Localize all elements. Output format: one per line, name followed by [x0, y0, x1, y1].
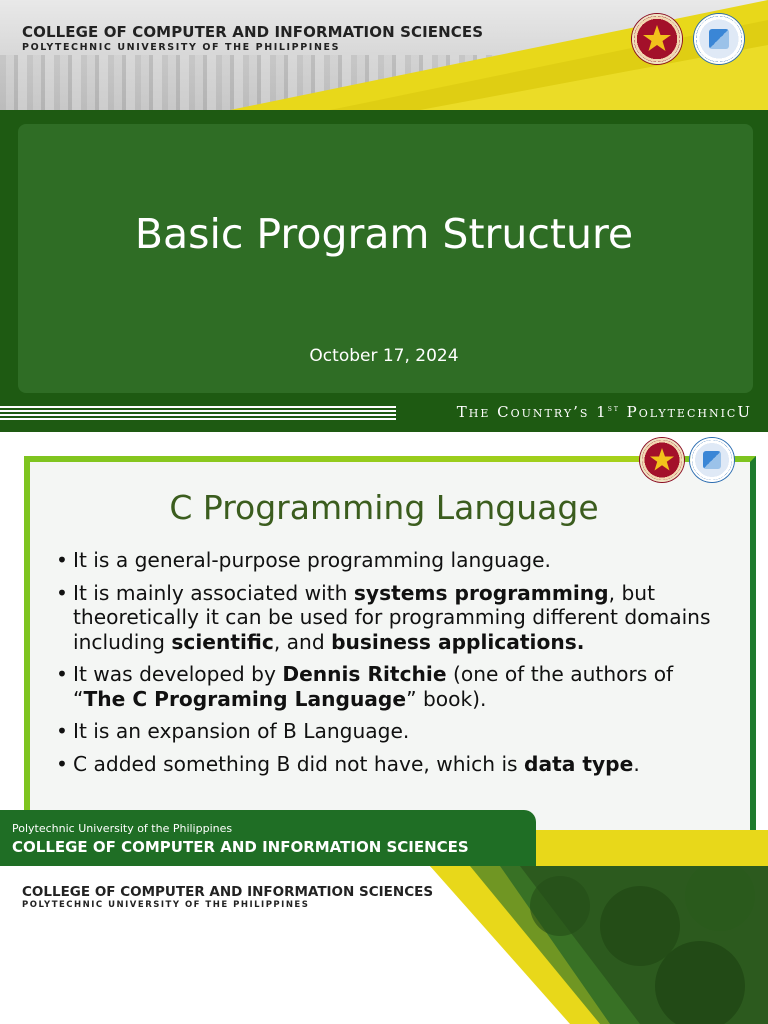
- slide2-footer: [0, 810, 768, 866]
- bullet-text: (one of the authors of “: [73, 662, 674, 711]
- tagline: [457, 403, 752, 421]
- bullet-bold: business applications.: [331, 629, 585, 654]
- bullet-item: [56, 581, 716, 655]
- bullet-text: , but theoretically it can be used for programming different domains including: [73, 580, 711, 654]
- bullet-list: [56, 548, 716, 784]
- bullet-item: [56, 662, 716, 711]
- bullet-text: It was developed by: [73, 662, 283, 686]
- slide-date: October 17, 2024: [309, 346, 459, 366]
- bullet-text: It is a general-purpose programming language.: [73, 548, 551, 572]
- tagline-suffix: PolytechnicU: [619, 403, 752, 421]
- slide1-title-body: [0, 110, 768, 432]
- bullet-text: It is an expansion of B Language.: [73, 719, 410, 743]
- bullet-bold: Dennis Ritchie: [282, 662, 447, 686]
- bullet-bold: data type: [524, 751, 634, 776]
- bullet-text: ” book).: [406, 686, 487, 711]
- ccis-seal-icon: [690, 438, 734, 482]
- bullet-text: It is mainly associated with: [73, 580, 354, 605]
- slide2-heading: C Programming Language: [169, 488, 599, 527]
- bullet-text: .: [633, 751, 640, 776]
- slide1-header: [0, 0, 768, 110]
- header-college-name: COLLEGE OF COMPUTER AND INFORMATION SCIENCES: [22, 23, 484, 41]
- tagline-superscript: st: [607, 404, 620, 414]
- slide2: [0, 432, 768, 866]
- bullet-bold: scientific: [171, 629, 274, 654]
- bullet-item: [56, 548, 716, 573]
- bullet-bold: systems programming: [353, 580, 609, 605]
- slide-title: Basic Program Structure: [134, 210, 634, 258]
- decorative-stripes: [0, 406, 396, 422]
- header-university-name: POLYTECHNIC UNIVERSITY OF THE PHILIPPINES: [22, 42, 341, 53]
- bullet-text: C added something B did not have, which is: [73, 751, 524, 776]
- ccis-seal-icon: [694, 14, 744, 64]
- pup-seal-icon: [640, 438, 684, 482]
- slide3-college-name: COLLEGE OF COMPUTER AND INFORMATION SCIENCES: [22, 884, 434, 900]
- slide3-university-name: POLYTECHNIC UNIVERSITY OF THE PHILIPPINES: [22, 900, 310, 910]
- slide3: [0, 866, 768, 1024]
- bullet-item: [56, 719, 716, 744]
- pup-seal-icon: [632, 14, 682, 64]
- bullet-item: [56, 752, 716, 777]
- footer-university: Polytechnic University of the Philippines: [12, 822, 233, 835]
- bullet-bold: The C Programing Language: [83, 686, 407, 711]
- tagline-prefix: The Country’s 1: [456, 403, 608, 421]
- frame-top-bar: [24, 456, 664, 462]
- footer-college: COLLEGE OF COMPUTER AND INFORMATION SCIENCES: [12, 838, 469, 856]
- bullet-text: , and: [273, 629, 332, 654]
